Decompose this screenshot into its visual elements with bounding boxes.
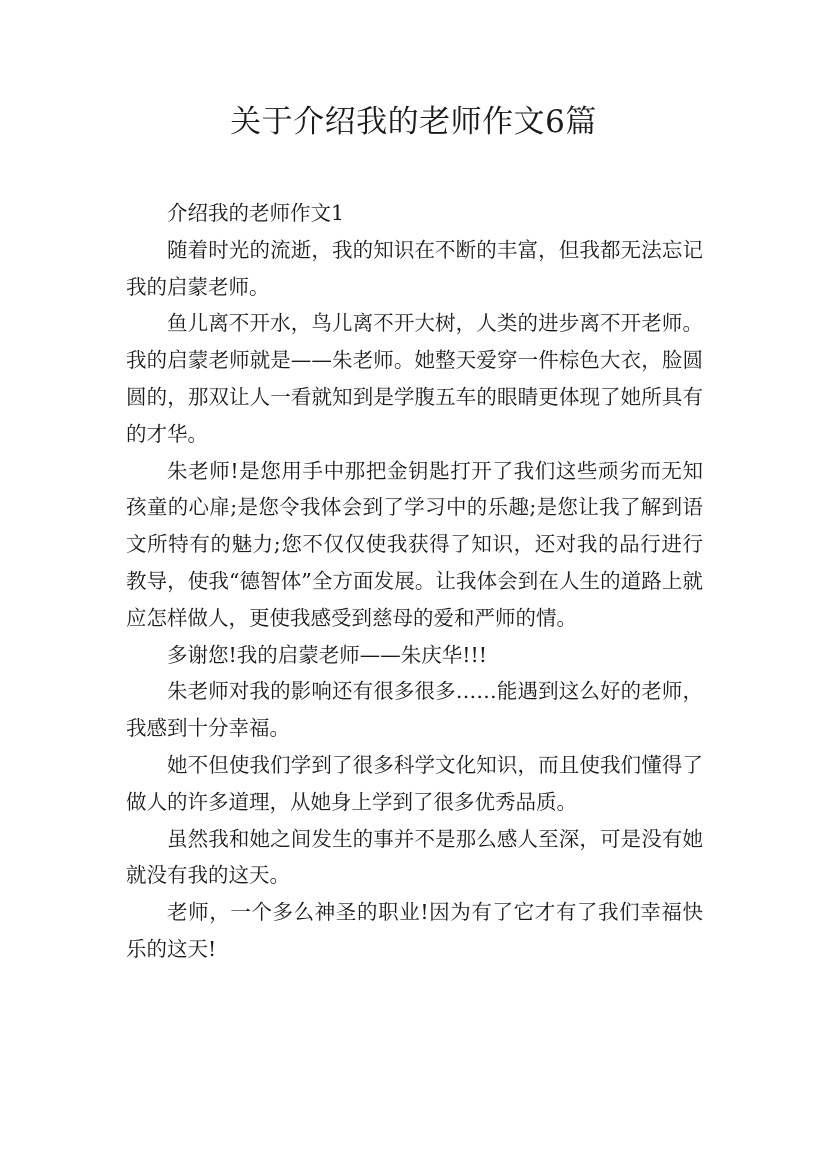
paragraph: 她不但使我们学到了很多科学文化知识，而且使我们懂得了做人的许多道理，从她身上学到了很多优秀品质。 xyxy=(126,752,703,814)
paragraph: 随着时光的流逝，我的知识在不断的丰富，但我都无法忘记我的启蒙老师。 xyxy=(126,237,703,299)
paragraph: 朱老师对我的影响还有很多很多……能遇到这么好的老师，我感到十分幸福。 xyxy=(126,679,703,741)
paragraph: 虽然我和她之间发生的事并不是那么感人至深，可是没有她就没有我的这天。 xyxy=(126,826,703,888)
paragraph: 多谢您!我的启蒙老师——朱庆华!!! xyxy=(167,642,487,667)
section-heading: 介绍我的老师作文1 xyxy=(167,201,345,225)
paragraph: 老师，一个多么神圣的职业!因为有了它才有了我们幸福快乐的这天! xyxy=(126,900,703,961)
paragraph: 鱼儿离不开水，鸟儿离不开大树，人类的进步离不开老师。我的启蒙老师就是——朱老师。她整天爱穿一件棕色大衣，脸圆圆的，那双让人一看就知到是学腹五车的眼睛更体现了她所具有的才华。 xyxy=(126,311,703,446)
paragraph: 朱老师!是您用手中那把金钥匙打开了我们这些顽劣而无知孩童的心扉;是您令我体会到了学习中的乐趣;是您让我了解到语文所特有的魅力;您不仅仅使我获得了知识，还对我的品行进行教导，使我“德智体”全方面发展。让我体会到在人生的道路上就应怎样做人，更使我感受到慈母的爱和严师的情。 xyxy=(126,458,703,630)
document-body xyxy=(126,195,703,968)
document-title: 关于介绍我的老师作文6篇 xyxy=(230,104,597,140)
